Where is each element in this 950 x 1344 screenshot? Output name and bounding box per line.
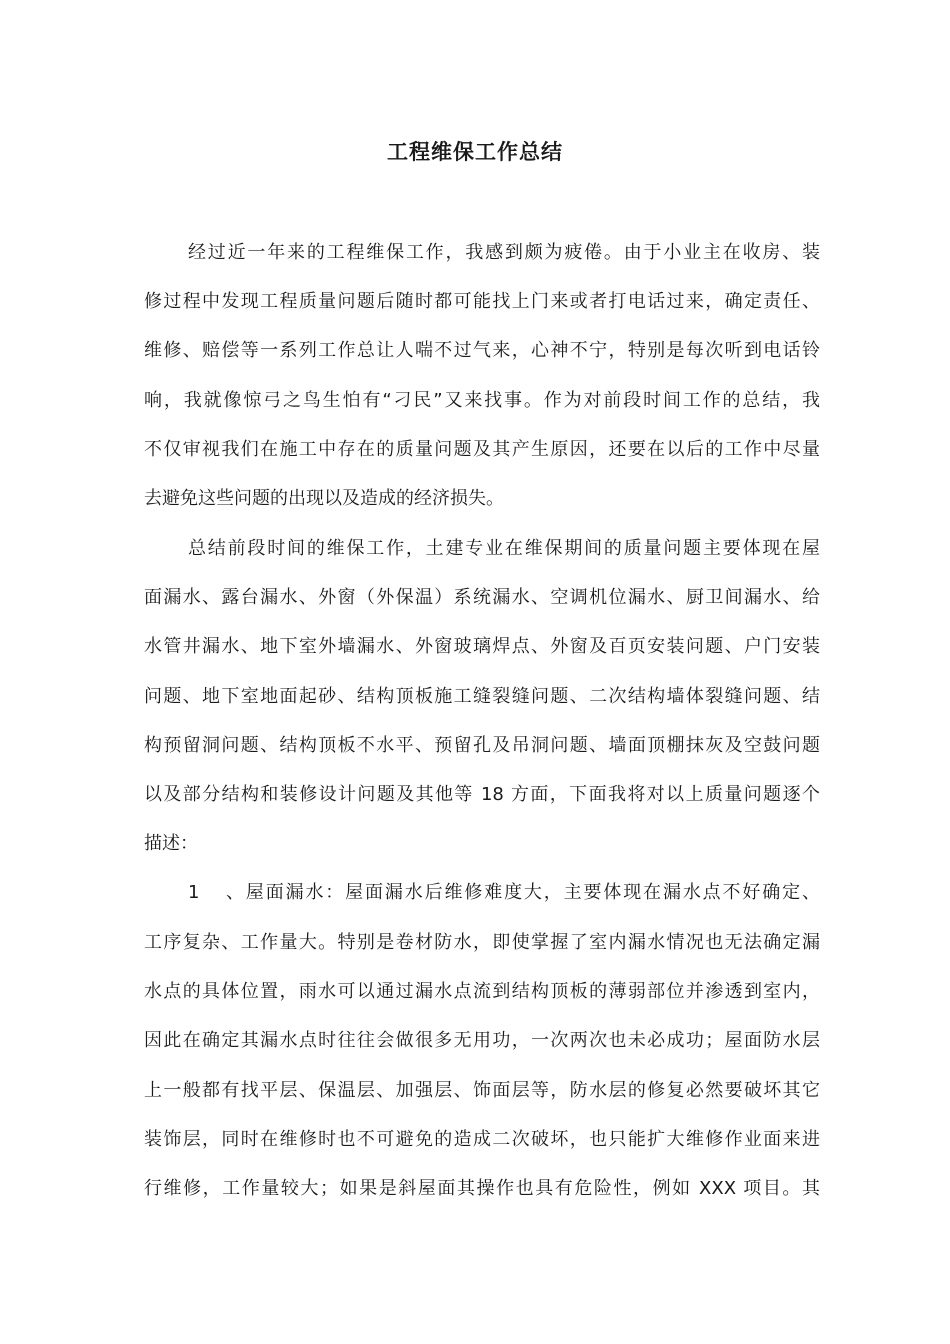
paragraph-2-line-2: 面漏水、露台漏水、外窗（外保温）系统漏水、空调机位漏水、厨卫间漏水、给 (144, 587, 820, 608)
paragraph-1-line-3: 维修、赔偿等一系列工作总让人喘不过气来，心神不宁，特别是每次听到电话铃 (144, 340, 820, 361)
item-1-line-4: 因此在确定其漏水点时往往会做很多无用功，一次两次也未必成功；屋面防水层 (144, 1030, 820, 1051)
paragraph-2-line-3: 水管井漏水、地下室外墙漏水、外窗玻璃焊点、外窗及百页安装问题、户门安装 (144, 636, 820, 657)
paragraph-1-line-1: 经过近一年来的工程维保工作，我感到颇为疲倦。由于小业主在收房、装 (188, 242, 820, 263)
paragraph-2-line-5: 构预留洞问题、结构顶板不水平、预留孔及吊洞问题、墙面顶棚抹灰及空鼓问题 (144, 735, 820, 756)
document-title: 工程维保工作总结 (387, 140, 563, 164)
item-1-line-1 (188, 876, 820, 925)
item-1-line-2: 工序复杂、工作量大。特别是卷材防水，即使掌握了室内漏水情况也无法确定漏 (144, 932, 820, 953)
paragraph-2-line-1: 总结前段时间的维保工作，土建专业在维保期间的质量问题主要体现在屋 (188, 538, 820, 559)
item-1-line-5: 上一般都有找平层、保温层、加强层、饰面层等，防水层的修复必然要破坏其它 (144, 1080, 820, 1101)
paragraph-2-line-4: 问题、地下室地面起砂、结构顶板施工缝裂缝问题、二次结构墙体裂缝问题、结 (144, 686, 820, 707)
paragraph-1-line-2: 修过程中发现工程质量问题后随时都可能找上门来或者打电话过来，确定责任、 (144, 291, 820, 312)
paragraph-2-line-7: 描述： (144, 833, 198, 854)
item-1-line-3: 水点的具体位置，雨水可以通过漏水点流到结构顶板的薄弱部位并渗透到室内， (144, 981, 820, 1002)
item-1-number: 1、 (188, 882, 244, 903)
item-1-line-6: 装饰层，同时在维修时也不可避免的造成二次破坏，也只能扩大维修作业面来进 (144, 1129, 820, 1150)
item-1-line-7: 行维修，工作量较大；如果是斜屋面其操作也具有危险性，例如 XXX 项目。其 (144, 1178, 820, 1199)
paragraph-1-line-5: 不仅审视我们在施工中存在的质量问题及其产生原因，还要在以后的工作中尽量 (144, 439, 820, 460)
item-1-text: 屋面漏水：屋面漏水后维修难度大，主要体现在漏水点不好确定、 (244, 882, 820, 903)
paragraph-2-line-6: 以及部分结构和装修设计问题及其他等 18 方面，下面我将对以上质量问题逐个 (144, 784, 820, 805)
paragraph-1-line-6: 去避免这些问题的出现以及造成的经济损失。 (144, 488, 504, 509)
paragraph-1-line-4: 响，我就像惊弓之鸟生怕有“刁民”又来找事。作为对前段时间工作的总结，我 (144, 390, 820, 411)
